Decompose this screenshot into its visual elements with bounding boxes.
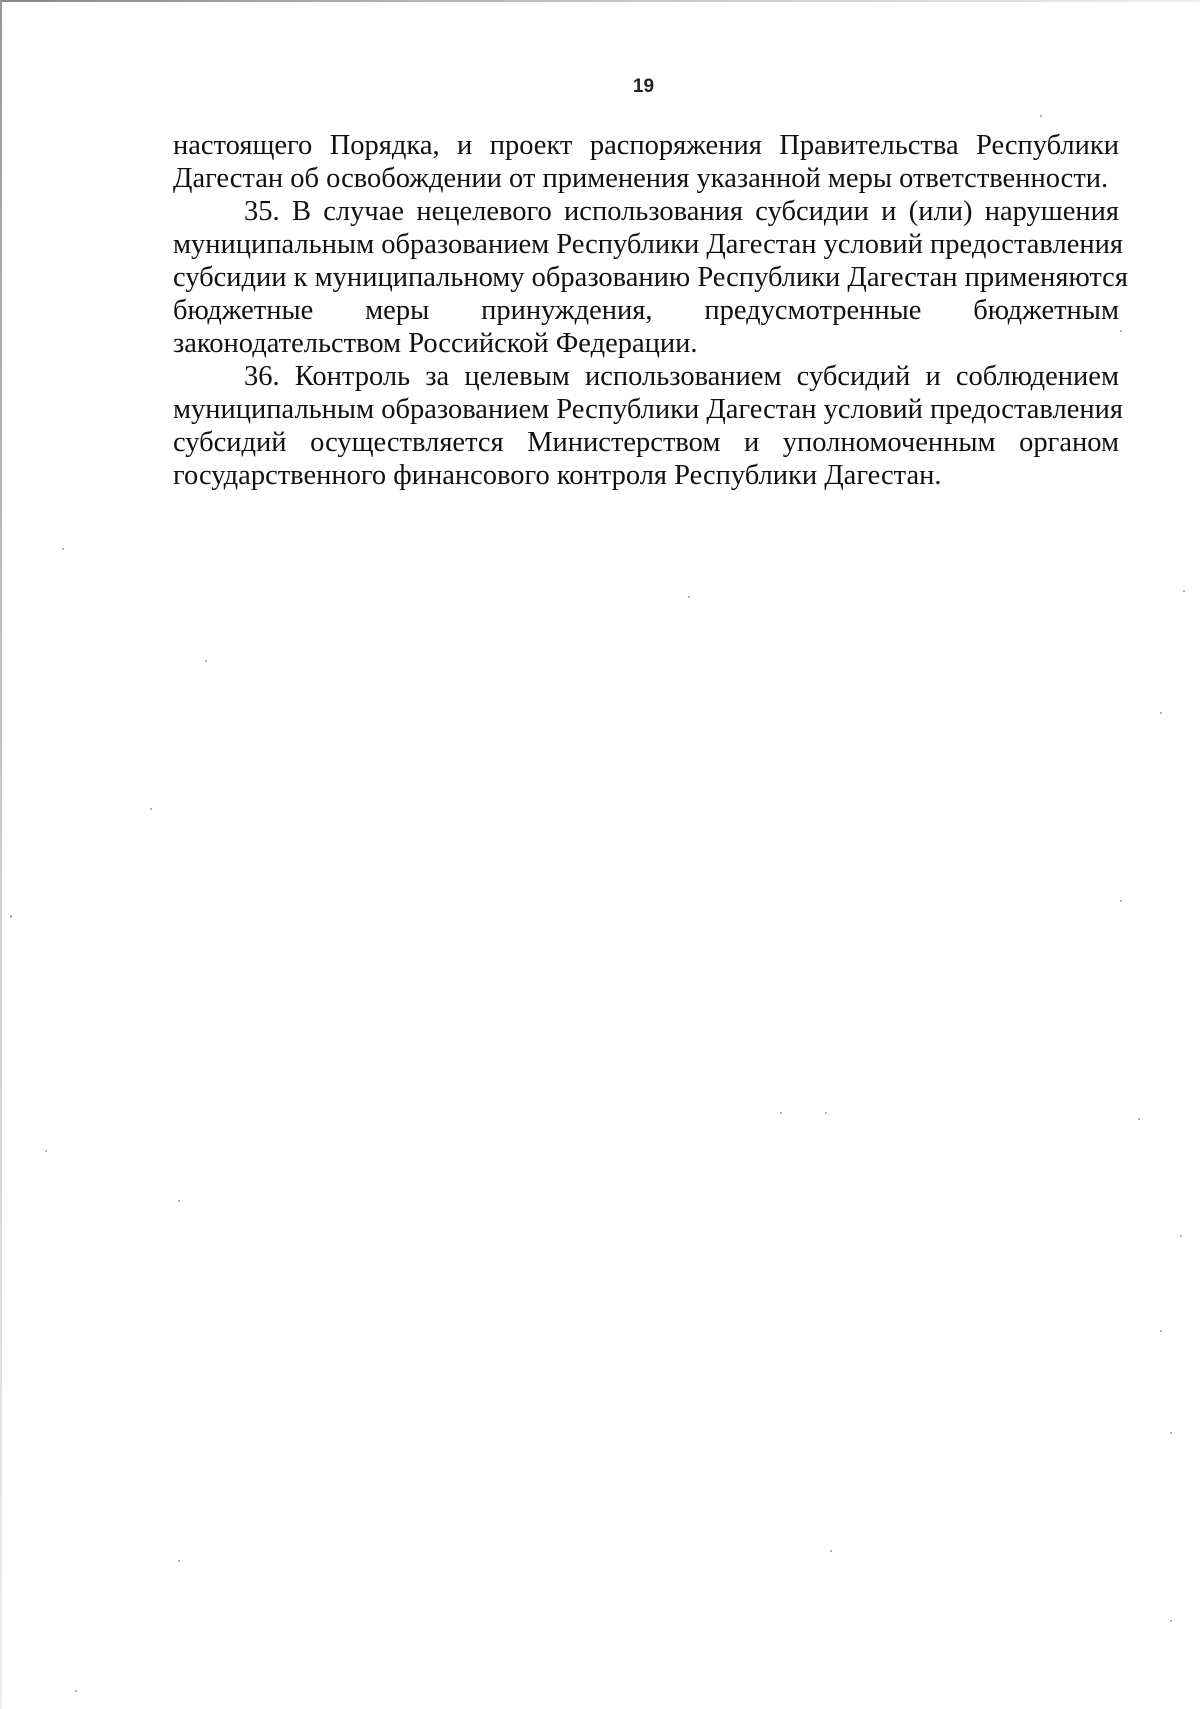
text-line: Дагестан об освобождении от применения указанной меры ответственности. <box>173 163 1109 194</box>
scan-speck <box>1120 900 1122 902</box>
scan-speck <box>1170 1620 1172 1622</box>
scan-speck <box>1183 590 1185 592</box>
scan-speck <box>1120 330 1122 332</box>
scan-speck <box>45 1150 47 1152</box>
scan-edge-left <box>0 0 2 1709</box>
scan-speck <box>178 1560 180 1562</box>
text-line: 35. В случае нецелевого использования субсидии и (или) нарушения <box>244 196 1119 227</box>
scan-speck <box>688 596 690 598</box>
scan-speck <box>825 1112 827 1114</box>
text-line: субсидий осуществляется Министерством и уполномоченным органом <box>173 427 1119 458</box>
text-line: настоящего Порядка, и проект распоряжения Правительства Республики <box>173 130 1119 161</box>
text-line: субсидии к муниципальному образованию Республики Дагестан применяются <box>173 262 1128 293</box>
text-line: муниципальным образованием Республики Дагестан условий предоставления <box>173 229 1123 260</box>
scan-speck <box>150 808 152 810</box>
text-line: бюджетные меры принуждения, предусмотренные бюджетным <box>173 295 1119 326</box>
document-body <box>173 129 1128 492</box>
scan-speck <box>178 1200 180 1202</box>
scan-speck <box>1180 1235 1182 1237</box>
paragraph-35 <box>173 195 1128 360</box>
text-line: 36. Контроль за целевым использованием субсидий и соблюдением <box>244 361 1119 392</box>
text-line: муниципальным образованием Республики Дагестан условий предоставления <box>173 394 1123 425</box>
paragraph-continuation <box>173 129 1119 195</box>
scan-speck <box>780 1112 782 1114</box>
scan-speck <box>1160 712 1162 714</box>
paragraph-36 <box>173 360 1123 492</box>
scan-speck <box>1160 1330 1162 1332</box>
scan-speck <box>10 915 12 918</box>
scan-speck <box>1138 1118 1140 1120</box>
scan-speck <box>1170 1432 1172 1434</box>
scan-speck <box>75 1690 77 1692</box>
page-number: 19 <box>632 76 655 97</box>
scan-speck <box>205 660 207 662</box>
scan-speck <box>62 548 64 550</box>
scan-edge-top <box>0 0 1200 2</box>
scan-speck <box>830 1550 832 1552</box>
text-line: законодательством Российской Федерации. <box>173 328 698 359</box>
text-line: государственного финансового контроля Республики Дагестан. <box>173 460 942 491</box>
scan-speck <box>1040 115 1042 117</box>
